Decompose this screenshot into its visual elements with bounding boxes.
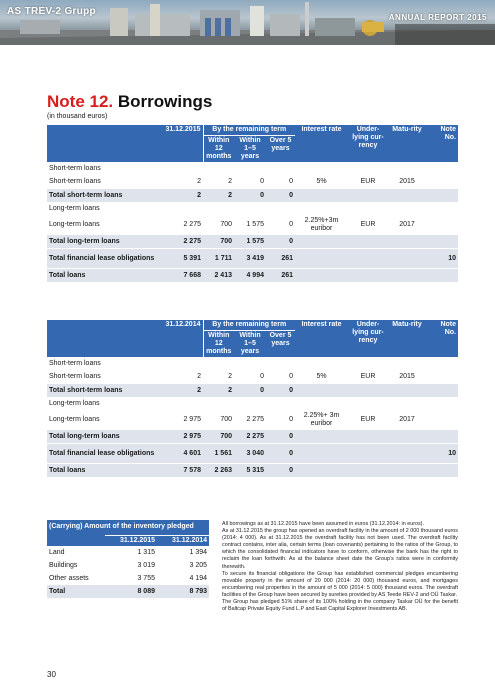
cell-interest-rate [295, 162, 348, 175]
cell-note-no [426, 175, 458, 189]
cell-maturity [388, 464, 426, 478]
cell-over-5: 261 [266, 269, 295, 283]
cell-over-5: 0 [266, 444, 295, 464]
cell-over-5 [266, 162, 295, 175]
cell-within-1-5: 1 575 [246, 220, 264, 228]
note-name: Borrowings [117, 92, 213, 111]
header-within-12: Within 12 months [203, 331, 234, 358]
row-label: Total long-term loans [47, 430, 158, 444]
cell-interest-rate: 5% [316, 372, 327, 380]
cell-total: 2 [197, 372, 201, 380]
table-row [47, 202, 458, 215]
cell-over-5: 0 [266, 235, 295, 249]
header-over-5: Over 5 years [266, 331, 295, 358]
header-blank [47, 125, 158, 162]
cell-within-1-5: 1 575 [234, 235, 266, 249]
header-within-12: Within 12 months [203, 136, 234, 163]
table-row [47, 357, 458, 370]
cell-total: 2 [158, 189, 203, 203]
report-title: ANNUAL REPORT 2015 [388, 13, 487, 22]
inventory-value: 3 019 [137, 562, 155, 569]
cell-over-5: 0 [289, 177, 293, 185]
cell-interest-rate [295, 202, 348, 215]
inventory-value: 1 394 [189, 549, 208, 556]
cell-maturity: 2017 [399, 415, 415, 423]
inventory-label: Other assets [49, 575, 89, 582]
cell-within-1-5: 3 040 [234, 444, 266, 464]
notes-paragraph: All borrowings as at 31.12.2015 have been assumed in euros (31.12.2014: in euros). [222, 521, 424, 527]
notes-paragraph: To secure its financial obligations the Group has established commercial pledges encumbering movable property in the amount of 20 000 (2014: 20 000) thousand euros, and mortgages encumbering real properties in the amount of 5 000 (2014: 5 000) thousand euros. The overdraft facilities of the Group have been secured by sureties provided by AS Teede REV-2 and OÜ Taskar. [222, 570, 458, 598]
cell-currency [348, 384, 388, 398]
cell-maturity [388, 430, 426, 444]
cell-interest-rate: 5% [316, 177, 327, 185]
cell-total: 2 275 [158, 235, 203, 249]
table-row [47, 235, 458, 249]
cell-currency [348, 444, 388, 464]
table-row [47, 444, 458, 464]
cell-currency [348, 189, 388, 203]
inventory-pledged-table [47, 520, 209, 598]
table-row [47, 384, 458, 398]
cell-maturity [388, 249, 426, 269]
inventory-row [47, 559, 209, 572]
inventory-row [47, 572, 209, 585]
notes-text [222, 521, 458, 613]
inventory-label: Buildings [49, 562, 78, 569]
cell-within-1-5: 0 [234, 384, 266, 398]
row-label: Short-term loans [49, 372, 101, 380]
cell-within-1-5: 4 994 [234, 269, 266, 283]
header-date: 31.12.2014 [158, 320, 203, 357]
cell-note-no [426, 357, 458, 370]
cell-within-12: 2 [228, 372, 232, 380]
header-currency: Under-lying cur-rency [348, 125, 388, 162]
inventory-label: Land [49, 549, 65, 556]
cell-over-5: 0 [266, 384, 295, 398]
cell-within-12: 700 [203, 235, 234, 249]
row-label: Long-term loans [49, 204, 100, 212]
inventory-year-2015: 31.12.2015 [105, 536, 157, 547]
cell-within-1-5 [234, 202, 266, 215]
table-row [47, 410, 458, 430]
cell-over-5: 0 [266, 189, 295, 203]
cell-interest-rate [295, 384, 348, 398]
cell-over-5: 0 [266, 464, 295, 478]
inventory-label: Total [47, 585, 105, 598]
cell-maturity [388, 235, 426, 249]
cell-maturity: 2017 [399, 220, 415, 228]
table-row [47, 175, 458, 189]
cell-over-5: 261 [266, 249, 295, 269]
cell-within-12: 1 561 [203, 444, 234, 464]
row-label: Short-term loans [49, 164, 101, 172]
note-number: Note 12. [47, 92, 114, 111]
row-label: Total short-term loans [47, 189, 158, 203]
cell-total: 2 275 [183, 220, 201, 228]
cell-currency: EUR [360, 177, 376, 185]
row-label: Short-term loans [49, 177, 101, 185]
cell-maturity [388, 269, 426, 283]
cell-within-12: 2 263 [203, 464, 234, 478]
cell-note-no: 10 [426, 249, 458, 269]
cell-maturity [388, 189, 426, 203]
cell-within-1-5: 5 315 [234, 464, 266, 478]
cell-total: 2 [197, 177, 201, 185]
cell-over-5: 0 [289, 372, 293, 380]
cell-interest-rate [295, 397, 348, 410]
cell-maturity [388, 162, 426, 175]
header-within-1-5: Within 1–5 years [234, 331, 266, 358]
table-row [47, 269, 458, 283]
inventory-header-blank [47, 536, 105, 547]
cell-total: 2 [158, 384, 203, 398]
row-label: Short-term loans [49, 359, 101, 367]
cell-interest-rate [295, 430, 348, 444]
cell-within-1-5: 0 [260, 177, 264, 185]
notes-paragraph: As at 31.12.2015 the group has opened an overdraft facility in the amount of 2 000 thousand euros (2014: 4 000). As at 31.12.2015 the overdraft facility has not been used. The overdraft facility contract contains, inter alia, certain terms (loan covenants) pertaining to the ratios of the Group, to which the consolidated financial indicators have to conform, otherwise the bank has the right to reclaim the loan forthwith. As at the balance sheet date the Group’s ratios were in conformity therewith. [222, 528, 458, 570]
cell-maturity [388, 384, 426, 398]
cell-note-no [426, 410, 458, 430]
row-label: Long-term loans [49, 399, 100, 407]
cell-interest-rate [295, 269, 348, 283]
cell-within-12: 2 413 [203, 269, 234, 283]
cell-within-12 [203, 162, 234, 175]
table-row [47, 215, 458, 235]
cell-interest-rate [295, 464, 348, 478]
cell-over-5: 0 [289, 220, 293, 228]
note-title [47, 92, 212, 112]
inventory-value: 8 089 [105, 585, 157, 598]
cell-interest-rate [295, 249, 348, 269]
unit-caption: (in thousand euros) [47, 113, 108, 120]
header-within-1-5: Within 1–5 years [234, 136, 266, 163]
cell-total: 2 975 [158, 430, 203, 444]
cell-currency: EUR [360, 372, 376, 380]
cell-currency [348, 464, 388, 478]
header-date: 31.12.2015 [158, 125, 203, 162]
cell-total [158, 162, 203, 175]
inventory-total-row [47, 585, 209, 598]
notes-paragraph: The Group has pledged 51% share of its 100% holding in the company Taskar OÜ for the benefit of Baltcap Private Equity Fund L.P and East Capital Explorer Investments AB. [222, 599, 458, 613]
cell-over-5 [266, 202, 295, 215]
cell-note-no [426, 397, 458, 410]
cell-maturity [388, 357, 426, 370]
cell-over-5 [266, 357, 295, 370]
row-label: Total long-term loans [47, 235, 158, 249]
cell-note-no [426, 235, 458, 249]
cell-currency: EUR [360, 220, 376, 228]
cell-currency: EUR [360, 415, 376, 423]
cell-maturity [388, 202, 426, 215]
cell-note-no [426, 384, 458, 398]
cell-note-no [426, 370, 458, 384]
header-note-no: Note No. [426, 320, 458, 357]
cell-within-12: 2 [203, 189, 234, 203]
header-blank [47, 320, 158, 357]
cell-within-1-5: 3 419 [234, 249, 266, 269]
cell-note-no [426, 430, 458, 444]
cell-note-no [426, 162, 458, 175]
cell-total: 7 668 [158, 269, 203, 283]
header-remaining-term: By the remaining term [203, 320, 295, 331]
cell-note-no [426, 202, 458, 215]
cell-within-1-5: 2 275 [246, 415, 264, 423]
borrowings-table-2015 [47, 125, 458, 282]
header-note-no: Note No. [426, 125, 458, 162]
cell-currency [348, 269, 388, 283]
cell-within-12: 700 [203, 430, 234, 444]
inventory-row [47, 546, 209, 559]
row-label: Total financial lease obligations [47, 444, 158, 464]
header-banner [0, 0, 495, 45]
header-remaining-term: By the remaining term [203, 125, 295, 136]
borrowings-table-2014 [47, 320, 458, 477]
row-label: Total loans [47, 269, 158, 283]
cell-within-12: 2 [203, 384, 234, 398]
inventory-value: 3 205 [189, 562, 208, 569]
cell-currency [348, 249, 388, 269]
cell-within-1-5 [234, 397, 266, 410]
cell-within-12 [203, 202, 234, 215]
cell-total [158, 202, 203, 215]
cell-within-12 [203, 397, 234, 410]
table-row [47, 464, 458, 478]
page-number: 30 [47, 670, 56, 679]
cell-total: 4 601 [158, 444, 203, 464]
cell-total: 5 391 [158, 249, 203, 269]
cell-over-5: 0 [289, 415, 293, 423]
cell-maturity: 2015 [399, 372, 415, 380]
cell-note-no [426, 215, 458, 235]
table-row [47, 430, 458, 444]
row-label: Total loans [47, 464, 158, 478]
cell-currency [348, 430, 388, 444]
cell-within-12: 700 [220, 415, 232, 423]
header-maturity: Matu-rity [388, 320, 426, 357]
row-label: Long-term loans [49, 220, 100, 228]
table-row [47, 162, 458, 175]
cell-maturity [388, 397, 426, 410]
cell-note-no: 10 [426, 444, 458, 464]
cell-over-5 [266, 397, 295, 410]
cell-within-1-5: 2 275 [234, 430, 266, 444]
cell-note-no [426, 269, 458, 283]
cell-maturity: 2015 [399, 177, 415, 185]
cell-maturity [388, 444, 426, 464]
inventory-value: 8 793 [157, 585, 209, 598]
row-label: Long-term loans [49, 415, 100, 423]
cell-total [158, 397, 203, 410]
inventory-value: 4 194 [189, 575, 208, 582]
cell-total: 7 578 [158, 464, 203, 478]
header-currency: Under-lying cur-rency [348, 320, 388, 357]
table-row [47, 370, 458, 384]
cell-note-no [426, 464, 458, 478]
cell-within-12 [203, 357, 234, 370]
row-label: Total financial lease obligations [47, 249, 158, 269]
row-label: Total short-term loans [47, 384, 158, 398]
table-row [47, 249, 458, 269]
inventory-caption: (Carrying) Amount of the inventory pledged [47, 520, 209, 536]
header-interest-rate: Interest rate [295, 125, 348, 162]
cell-currency [348, 397, 388, 410]
cell-within-12: 1 711 [203, 249, 234, 269]
cell-note-no [426, 189, 458, 203]
cell-interest-rate [295, 189, 348, 203]
header-maturity: Matu-rity [388, 125, 426, 162]
table-row [47, 397, 458, 410]
cell-over-5: 0 [266, 430, 295, 444]
cell-within-1-5 [234, 162, 266, 175]
cell-total [158, 357, 203, 370]
header-over-5: Over 5 years [266, 136, 295, 163]
cell-interest-rate: 2.25%+3m euribor [304, 216, 339, 232]
inventory-value: 1 315 [137, 549, 155, 556]
header-interest-rate: Interest rate [295, 320, 348, 357]
cell-currency [348, 162, 388, 175]
cell-within-12: 700 [220, 220, 232, 228]
cell-interest-rate [295, 235, 348, 249]
cell-currency [348, 357, 388, 370]
cell-interest-rate [295, 444, 348, 464]
cell-within-1-5 [234, 357, 266, 370]
inventory-year-2014: 31.12.2014 [157, 536, 209, 547]
cell-interest-rate: 2.25%+ 3m euribor [303, 411, 340, 427]
table-row [47, 189, 458, 203]
inventory-value: 3 755 [137, 575, 155, 582]
cell-within-1-5: 0 [234, 189, 266, 203]
cell-currency [348, 202, 388, 215]
organization-name: AS TREV-2 Grupp [7, 6, 96, 17]
cell-currency [348, 235, 388, 249]
cell-total: 2 975 [183, 415, 201, 423]
cell-within-1-5: 0 [260, 372, 264, 380]
cell-interest-rate [295, 357, 348, 370]
cell-within-12: 2 [228, 177, 232, 185]
